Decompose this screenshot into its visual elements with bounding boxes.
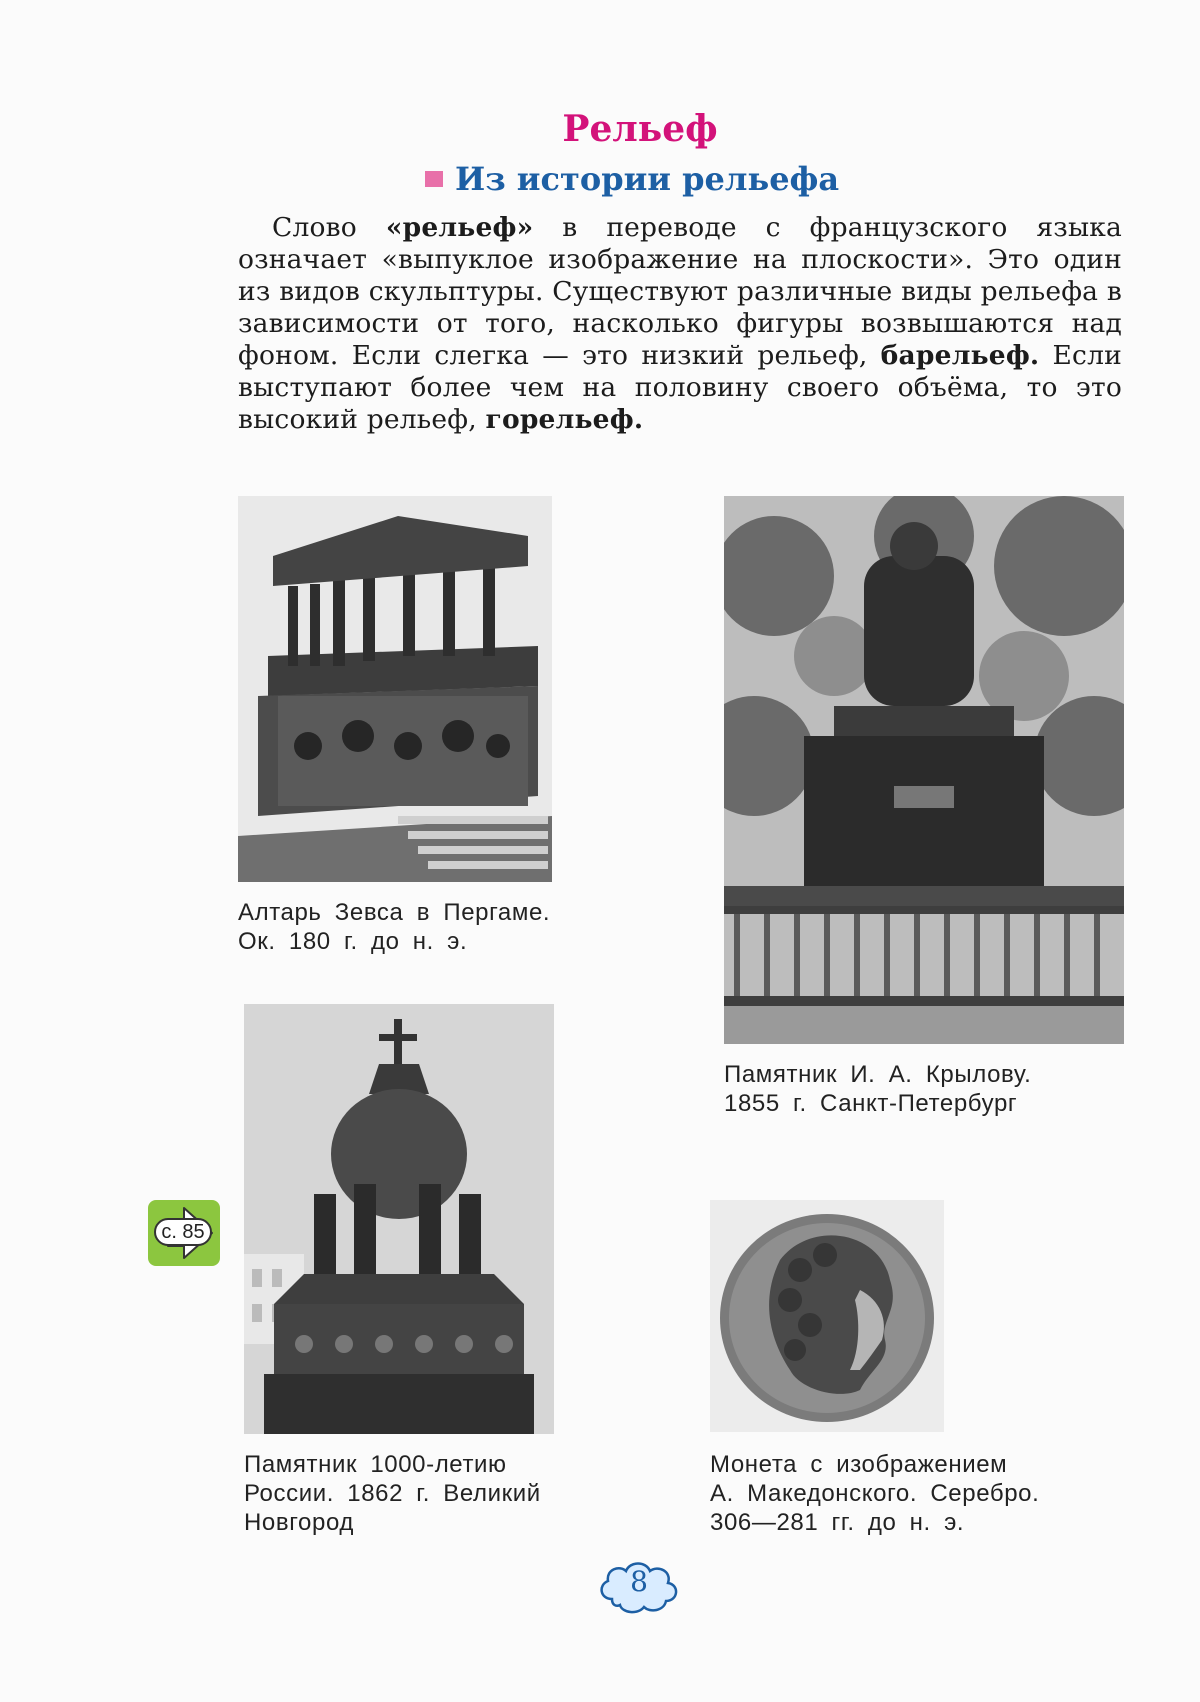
krylov-caption-line2: 1855 г. Санкт-Петербург bbox=[724, 1090, 1018, 1117]
page-number-text: 8 bbox=[630, 1565, 648, 1598]
altar-caption-line1: Алтарь Зевса в Пергаме. bbox=[238, 899, 551, 926]
paragraph-text-1: в переводе с французского языка означает «выпуклое изображение на плоскости». Это один из видов скульптуры. Существуют различные виды рельефа в зависимости от того, насколько фигуры возвышаются над фоном. Если слегка — это низкий рельеф, bbox=[238, 212, 1123, 371]
krylov-photo bbox=[724, 496, 1124, 1044]
intro-paragraph bbox=[238, 212, 1122, 436]
altar-caption bbox=[238, 898, 550, 956]
page-number bbox=[594, 1555, 684, 1617]
page-reference[interactable] bbox=[146, 1198, 226, 1268]
term-barelief: барельеф. bbox=[880, 340, 1040, 371]
coin-caption-line2: А. Македонского. Серебро. bbox=[710, 1480, 1040, 1507]
krylov-caption-line1: Памятник И. А. Крылову. bbox=[724, 1061, 1032, 1088]
section-heading bbox=[425, 160, 839, 198]
term-horelief: горельеф. bbox=[485, 404, 644, 435]
coin-caption-line1: Монета с изображением bbox=[710, 1451, 1008, 1478]
millennium-caption bbox=[244, 1450, 541, 1537]
section-heading-text: Из истории рельефа bbox=[455, 160, 840, 198]
millennium-photo bbox=[244, 1004, 554, 1434]
coin-caption-line3: 306—281 гг. до н. э. bbox=[710, 1509, 965, 1536]
altar-caption-line2: Ок. 180 г. до н. э. bbox=[238, 928, 468, 955]
millennium-caption-line3: Новгород bbox=[244, 1509, 354, 1536]
altar-photo bbox=[238, 496, 552, 882]
paragraph-text-2: Если выступают более чем на половину своего объёма, то это высокий рельеф, bbox=[238, 340, 1122, 435]
coin-caption bbox=[710, 1450, 1039, 1537]
millennium-caption-line1: Памятник 1000-летию bbox=[244, 1451, 507, 1478]
millennium-caption-line2: России. 1862 г. Великий bbox=[244, 1480, 541, 1507]
square-bullet-icon bbox=[425, 171, 443, 187]
krylov-caption bbox=[724, 1060, 1031, 1118]
page-title: Рельеф bbox=[562, 108, 718, 150]
term-relief: «рельеф» bbox=[385, 212, 534, 243]
coin-photo bbox=[710, 1200, 944, 1432]
page-reference-label: с. 85 bbox=[154, 1218, 212, 1246]
paragraph-lead: Слово bbox=[272, 212, 386, 243]
